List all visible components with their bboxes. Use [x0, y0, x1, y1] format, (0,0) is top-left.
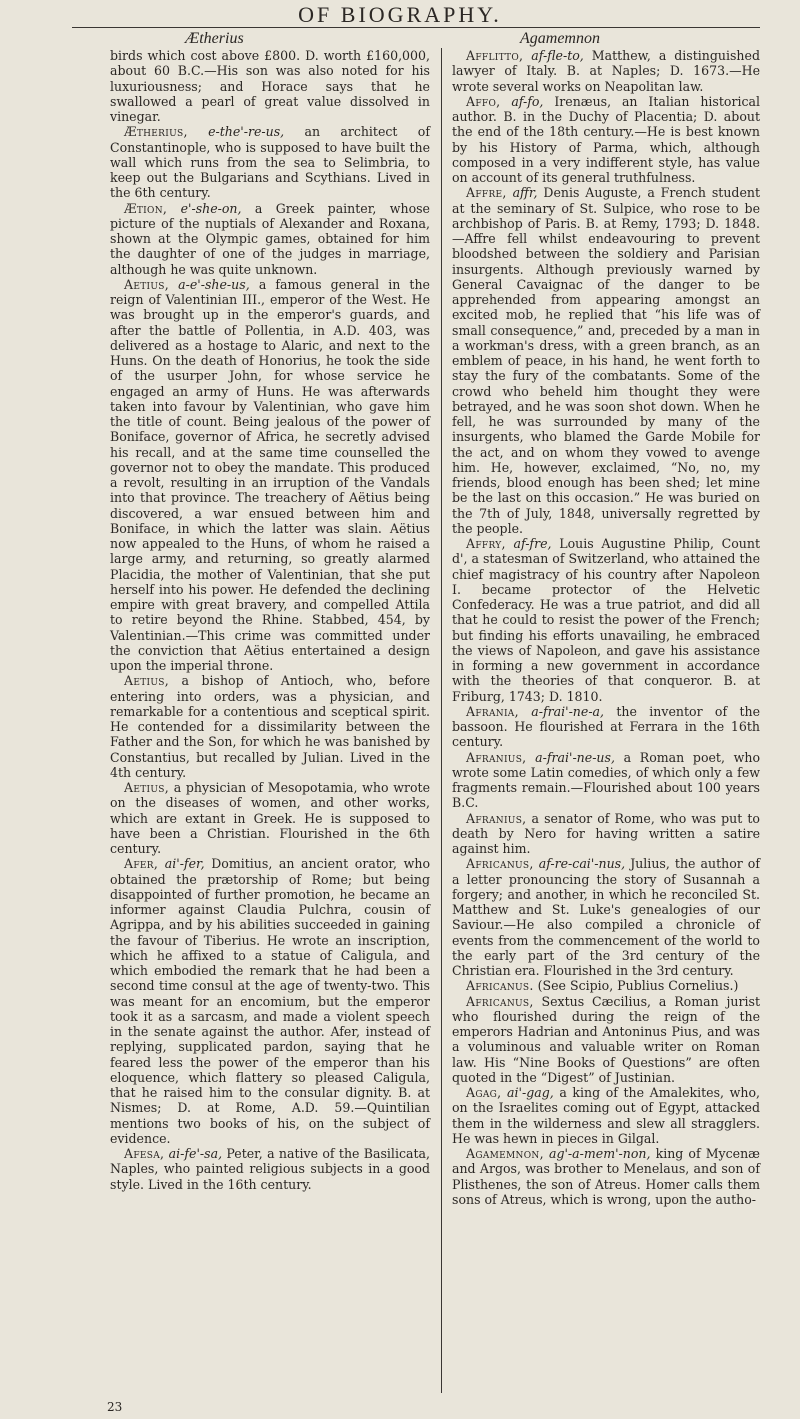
- headword: Ætherius,: [124, 124, 188, 140]
- headword: Africanus.: [466, 978, 534, 994]
- headword: Aetius,: [124, 276, 170, 292]
- headword: Afer,: [124, 856, 159, 872]
- headword: Affo,: [466, 93, 501, 109]
- entry: Africanus. (See Scipio, Publius Cornelius.): [466, 978, 739, 994]
- pronunciation: ai'-gag,: [507, 1085, 554, 1100]
- entry: Aetius, a physician of Mesopotamia, who wrote on the diseases of women, and other works, which are extant in Greek. He is supposed to have been a Christian. Flourished in the 6th century.: [110, 780, 430, 856]
- pronunciation: af-fre,: [513, 536, 552, 551]
- entry: Afesa, ai-fe'-sa, Peter, a native of the Basilicata, Naples, who painted religious subjects in a good style. Lived in the 16th century.: [110, 1146, 430, 1192]
- headword: Aetius,: [124, 673, 170, 689]
- entry: Affre, affr, Denis Auguste, a French student at the seminary of St. Sulpice, who rose to be archbishop of Paris. B. at Remy, 1793; D. 1848.—Affre fell whilst endeavouring to prevent bloodshed between the soldiery and Parisian insurgents. Although previously warned by General Cavaignac of the danger to be apprehended from appearing amongst an excited mob, he replied that “his life was of small consequence,” and, preceded by a man in a workman's dress, with a green branch, as an emblem of peace, in his hand, he went forth to stay the fury of the combatants. Some of the crowd who beheld him thought they were betrayed, and he was soon shot down. When he fell, he was surrounded by many of the insurgents, who blamed the Garde Mobile for the act, and on whom they vowed to avenge him. He, however, exclaimed, “No, no, my friends, blood enough has been shed; let mine be the last on this occasion.” He was buried on the 7th of July, 1848, universally regretted by the people.: [452, 185, 760, 536]
- pronunciation: af-fle-to,: [531, 48, 584, 63]
- entry: Afflitto, af-fle-to, Matthew, a distinguished lawyer of Italy. B. at Naples; D. 1673.—He wrote several works on Neapolitan law.: [452, 48, 760, 94]
- pronunciation: a-frai'-ne-a,: [531, 703, 605, 719]
- entry: Agag, ai'-gag, a king of the Amalekites, who, on the Israelites coming out of Egypt, attacked them in the wilderness and slew all stragglers. He was hewn in pieces in Gilgal.: [452, 1085, 760, 1146]
- column-divider: [441, 48, 442, 1393]
- running-head: OF BIOGRAPHY.: [298, 2, 502, 27]
- headword: Agamemnon,: [466, 1146, 544, 1161]
- headword: Affry,: [466, 536, 506, 551]
- headword: Aetius,: [124, 780, 170, 795]
- left-column-head: Ætherius: [185, 30, 244, 47]
- pronunciation: ai'-fer,: [164, 856, 205, 872]
- pronunciation: ai-fe'-sa,: [168, 1146, 223, 1161]
- pronunciation: af-re-cai'-nus,: [538, 856, 626, 872]
- headword: Affre,: [466, 185, 507, 201]
- entry: birds which cost above £800. D. worth £160,000, about 60 B.C.—His son was also noted for his luxuriousness; and Horace says that he swallowed a pearl of great value dissolved in vinegar.: [110, 48, 430, 124]
- pronunciation: a-e'-she-us,: [178, 276, 250, 292]
- page-number: 23: [107, 1400, 123, 1414]
- right-column-head: Agamemnon: [520, 30, 600, 47]
- pronunciation: ag'-a-mem'-non,: [548, 1146, 651, 1161]
- entry: Affry, af-fre, Louis Augustine Philip, Count d', a statesman of Switzerland, who attained the chief magistracy of his country after Napoleon I. became protector of the Helvetic Confederacy. He was a true patriot, and did all that he could to resist the power of the French; but finding his efforts unavailing, he embraced the views of Napoleon, and gave his assistance in forming a new government in accordance with the theories of that conqueror. B. at Friburg, 1743; D. 1810.: [452, 536, 761, 704]
- entry: Afrania, a-frai'-ne-a, the inventor of the bassoon. He flourished at Ferrara in the 16th century.: [452, 703, 760, 750]
- left-column: [110, 48, 430, 1192]
- pronunciation: e'-she-on,: [180, 200, 242, 216]
- pronunciation: e-the'-re-us,: [208, 124, 285, 140]
- headword: Afrania,: [466, 703, 519, 719]
- pronunciation: af-fo,: [511, 93, 544, 109]
- entry: Afer, ai'-fer, Domitius, an ancient orator, who obtained the prætorship of Rome; but being disappointed of further promotion, he became an informer against Claudia Pulchra, cousin of Agrippa, and by his abilities succeeded in gaining the favour of Tiberius. He wrote an inscription, which he affixed to a statue of Caligula, and which embodied the remark that he had been a second time consul at the age of twenty-two. This was meant for an encomium, but the emperor took it as a sarcasm, and made a violent speech in the senate against the author. Afer, instead of replying, supplicated pardon, saying that he feared less the power of the emperor than his eloquence, which flattery so pleased Caligula, that he raised him to the consular dignity. B. at Nismes; D. at Rome, A.D. 59.—Quintilian mentions two books of his, on the subject of evidence.: [110, 856, 431, 1146]
- entry: Africanus, af-re-cai'-nus, Julius, the author of a letter pronouncing the story of Susannah a forgery; and another, in which he reconciled St. Matthew and St. Luke's genealogies of our Saviour.—He also compiled a chronicle of events from the commencement of the world to the early part of the 3rd century of the Christian era. Flourished in the 3rd century.: [452, 856, 761, 978]
- headword: Africanus,: [466, 856, 534, 872]
- headword: Afesa,: [124, 1146, 165, 1161]
- header-rule: [72, 27, 760, 28]
- entry: Afranius, a senator of Rome, who was put to death by Nero for having written a satire against him.: [452, 810, 760, 856]
- entry: Ætherius, e-the'-re-us, an architect of Constantinople, who is supposed to have built the wall which runs from the sea to Selimbria, to keep out the Bulgarians and Scythians. Lived in the 6th century.: [110, 124, 430, 201]
- pronunciation: a-frai'-ne-us,: [535, 749, 615, 765]
- entry: Aetius, a bishop of Antioch, who, before entering into orders, was a physician, and remarkable for a contentious and sceptical spirit. He contended for a dissimilarity between the Father and the Son, for which he was banished by Constantius, but recalled by Julian. Lived in the 4th century.: [110, 673, 430, 780]
- headword: Africanus,: [466, 993, 534, 1009]
- right-column: [452, 48, 760, 1207]
- pronunciation: affr,: [512, 185, 538, 201]
- entry: Aetius, a-e'-she-us, a famous general in the reign of Valentinian III., emperor of the West. He was brought up in the emperor's guards, and after the battle of Pollentia, in A.D. 403, was delivered as a hostage to Alaric, and next to the Huns. On the death of Honorius, he took the side of the usurper John, for whose service he engaged an army of Huns. He was afterwards taken into favour by Valentinian, who gave him the title of count. Being jealous of the power of Boniface, governor of Africa, he secretly advised his recall, and at the same time counselled the governor not to obey the mandate. This produced a revolt, resulting in an irruption of the Vandals into that province. The treachery of Aëtius being discovered, a war ensued between him and Boniface, in which the latter was slain. Aëtius now appealed to the Huns, of whom he raised a large army, and returning, so greatly alarmed Placidia, the mother of Valentinian, that she put herself into his power. He defended the declining empire with great bravery, and compelled Attila to retire beyond the Rhine. Stabbed, 454, by Valentinian.—This crime was committed under the conviction that Aëtius entertained a design upon the imperial throne.: [110, 276, 430, 673]
- headword: Afranius,: [466, 749, 527, 765]
- entry: Affo, af-fo, Irenæus, an Italian historical author. B. in the Duchy of Placentia; D. about the end of the 18th century.—He is best known by his History of Parma, which, although composed in a very indifferent style, has value on account of its general truthfulness.: [452, 93, 760, 185]
- entry: Agamemnon, ag'-a-mem'-non, king of Mycenæ and Argos, was brother to Menelaus, and son of Plisthenes, the son of Atreus. Homer calls them sons of Atreus, which is wrong, upon the autho-: [452, 1146, 760, 1207]
- headword: Agag,: [466, 1085, 502, 1100]
- entry: Afranius, a-frai'-ne-us, a Roman poet, who wrote some Latin comedies, of which only a few fragments remain.—Flourished about 100 years B.C.: [452, 749, 760, 811]
- headword: Afranius,: [466, 810, 527, 826]
- headword: Afflitto,: [466, 48, 524, 63]
- entry: Africanus, Sextus Cæcilius, a Roman jurist who flourished during the reign of the emperors Hadrian and Antoninus Pius, and was a voluminous and valuable writer on Roman law. His “Nine Books of Questions” are often quoted in the “Digest” of Justinian.: [452, 993, 760, 1085]
- headword: Ætion,: [124, 200, 168, 216]
- entry: Ætion, e'-she-on, a Greek painter, whose picture of the nuptials of Alexander and Roxana, shown at the Olympic games, obtained for him the daughter of one of the judges in marriage, although he was quite unknown.: [110, 200, 430, 277]
